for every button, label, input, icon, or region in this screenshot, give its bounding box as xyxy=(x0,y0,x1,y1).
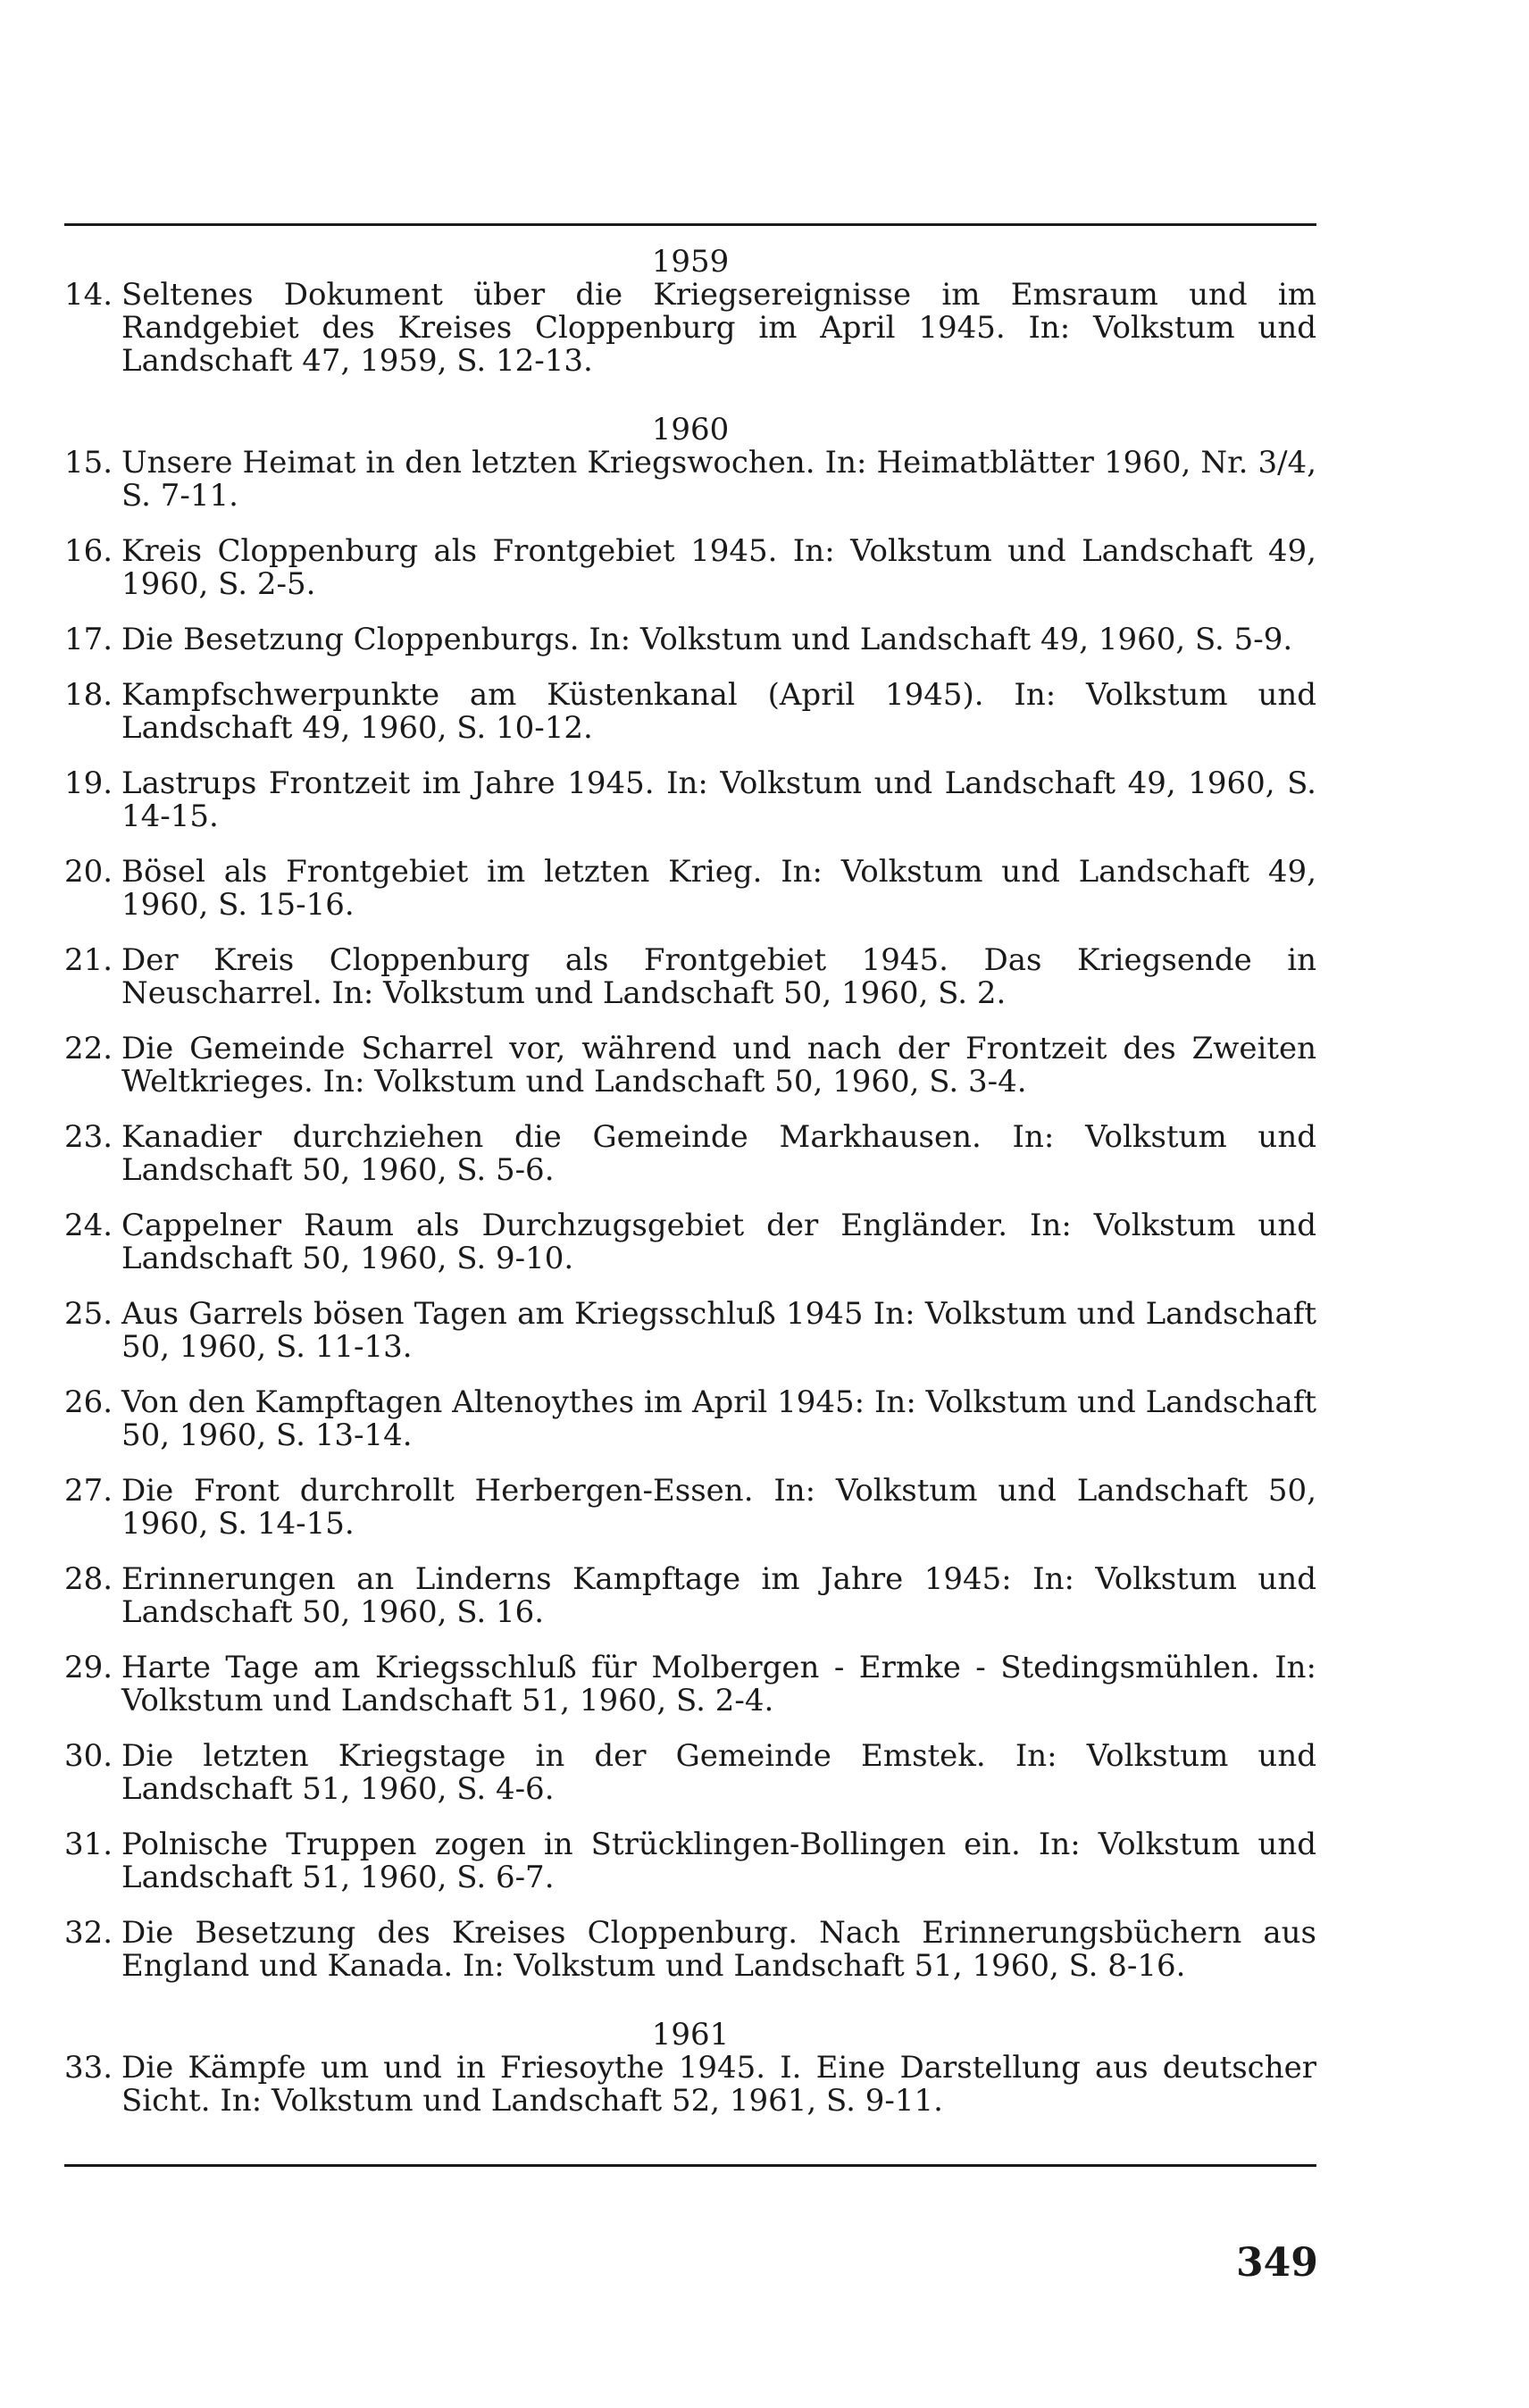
entry-number: 23. xyxy=(64,1119,113,1155)
entry-number: 20. xyxy=(64,854,113,890)
entry-text: Kreis Cloppenburg als Frontgebiet 1945. In: Volkstum und Landschaft 49, 1960, S. 2-5. xyxy=(121,533,1316,602)
entry-number: 31. xyxy=(64,1827,113,1862)
entry-22 xyxy=(64,1033,1316,1099)
entry-text: Von den Kampftagen Altenoythes im April 1945: In: Volkstum und Landschaft 50, 1960, S. 13-14. xyxy=(121,1384,1316,1453)
entry-text: Harte Tage am Kriegsschluß für Molbergen - Ermke - Stedingsmühlen. In: Volkstum und Landschaft 51, 1960, S. 2-4. xyxy=(121,1650,1316,1718)
entry-14 xyxy=(64,279,1316,378)
entry-text: Erinnerungen an Linderns Kampftage im Jahre 1945: In: Volkstum und Landschaft 50, 1960, S. 16. xyxy=(121,1561,1316,1630)
page-number: 349 xyxy=(1236,2240,1318,2286)
entry-17 xyxy=(64,623,1316,656)
entry-number: 15. xyxy=(64,445,113,481)
section-1960 xyxy=(64,447,1316,1983)
year-heading-1961: 1961 xyxy=(651,2017,730,2053)
entry-27 xyxy=(64,1475,1316,1541)
entry-number: 19. xyxy=(64,765,113,801)
entry-number: 16. xyxy=(64,533,113,569)
entry-text: Aus Garrels bösen Tagen am Kriegsschluß 1945 In: Volkstum und Landschaft 50, 1960, S. 11-13. xyxy=(121,1296,1316,1365)
entry-30 xyxy=(64,1740,1316,1806)
entry-text: Bösel als Frontgebiet im letzten Krieg. In: Volkstum und Landschaft 49, 1960, S. 15-16. xyxy=(121,854,1316,923)
entry-number: 27. xyxy=(64,1473,113,1509)
entry-29 xyxy=(64,1651,1316,1718)
top-rule xyxy=(64,223,1316,226)
entry-26 xyxy=(64,1386,1316,1452)
entry-28 xyxy=(64,1563,1316,1629)
entry-number: 24. xyxy=(64,1208,113,1243)
entry-18 xyxy=(64,679,1316,745)
entry-text: Die Gemeinde Scharrel vor, während und nach der Frontzeit des Zweiten Weltkrieges. In: Volkstum und Landschaft 50, 1960, S. 3-4. xyxy=(121,1031,1316,1099)
entry-32 xyxy=(64,1917,1316,1983)
entry-20 xyxy=(64,856,1316,922)
year-heading-1959: 1959 xyxy=(651,244,730,280)
entry-number: 25. xyxy=(64,1296,113,1332)
entry-number: 28. xyxy=(64,1561,113,1597)
entry-number: 33. xyxy=(64,2050,113,2086)
entry-text: Polnische Truppen zogen in Strücklingen-Bollingen ein. In: Volkstum und Landschaft 51, 1960, S. 6-7. xyxy=(121,1827,1316,1895)
entry-25 xyxy=(64,1298,1316,1364)
entry-33 xyxy=(64,2052,1316,2118)
entry-24 xyxy=(64,1209,1316,1275)
entry-text: Die Besetzung Cloppenburgs. In: Volkstum und Landschaft 49, 1960, S. 5-9. xyxy=(121,622,1293,657)
bibliography-list xyxy=(64,237,1316,2118)
year-heading-1960: 1960 xyxy=(651,412,730,447)
entry-number: 26. xyxy=(64,1384,113,1420)
entry-text: Die Front durchrollt Herbergen-Essen. In: Volkstum und Landschaft 50, 1960, S. 14-15. xyxy=(121,1473,1316,1542)
entry-number: 14. xyxy=(64,277,113,313)
entry-text: Kanadier durchziehen die Gemeinde Markhausen. In: Volkstum und Landschaft 50, 1960, S. 5-6. xyxy=(121,1119,1316,1188)
entry-text: Die letzten Kriegstage in der Gemeinde Emstek. In: Volkstum und Landschaft 51, 1960, S. 4-6. xyxy=(121,1738,1316,1807)
entry-number: 18. xyxy=(64,677,113,713)
entry-21 xyxy=(64,944,1316,1010)
entry-text: Die Besetzung des Kreises Cloppenburg. Nach Erinnerungsbüchern aus England und Kanada. In: Volkstum und Landschaft 51, 1960, S. 8-16. xyxy=(121,1915,1316,1984)
entry-text: Der Kreis Cloppenburg als Frontgebiet 1945. Das Kriegsende in Neuscharrel. In: Volkstum und Landschaft 50, 1960, S. 2. xyxy=(121,942,1316,1011)
entry-text: Die Kämpfe um und in Friesoythe 1945. I. Eine Darstellung aus deutscher Sicht. In: Volkstum und Landschaft 52, 1961, S. 9-11. xyxy=(121,2050,1316,2119)
entry-number: 32. xyxy=(64,1915,113,1951)
entry-19 xyxy=(64,767,1316,833)
entry-15 xyxy=(64,447,1316,513)
entry-text: Lastrups Frontzeit im Jahre 1945. In: Volkstum und Landschaft 49, 1960, S. 14-15. xyxy=(121,765,1316,834)
entry-16 xyxy=(64,535,1316,601)
entry-number: 30. xyxy=(64,1738,113,1774)
entry-number: 21. xyxy=(64,942,113,978)
entry-text: Seltenes Dokument über die Kriegsereignisse im Emsraum und im Randgebiet des Kreises Cloppenburg im April 1945. In: Volkstum und Landschaft 47, 1959, S. 12-13. xyxy=(121,277,1316,379)
entry-text: Kampfschwerpunkte am Küstenkanal (April 1945). In: Volkstum und Landschaft 49, 1960, S. 10-12. xyxy=(121,677,1316,746)
entry-text: Unsere Heimat in den letzten Kriegswochen. In: Heimatblätter 1960, Nr. 3/4, S. 7-11. xyxy=(121,445,1316,514)
section-1959 xyxy=(64,279,1316,378)
entry-text: Cappelner Raum als Durchzugsgebiet der Engländer. In: Volkstum und Landschaft 50, 1960, S. 9-10. xyxy=(121,1208,1316,1276)
entry-31 xyxy=(64,1828,1316,1894)
entry-number: 22. xyxy=(64,1031,113,1066)
entry-number: 17. xyxy=(64,622,113,657)
bottom-rule xyxy=(64,2164,1316,2167)
entry-number: 29. xyxy=(64,1650,113,1685)
entry-23 xyxy=(64,1121,1316,1187)
section-1961 xyxy=(64,2052,1316,2118)
